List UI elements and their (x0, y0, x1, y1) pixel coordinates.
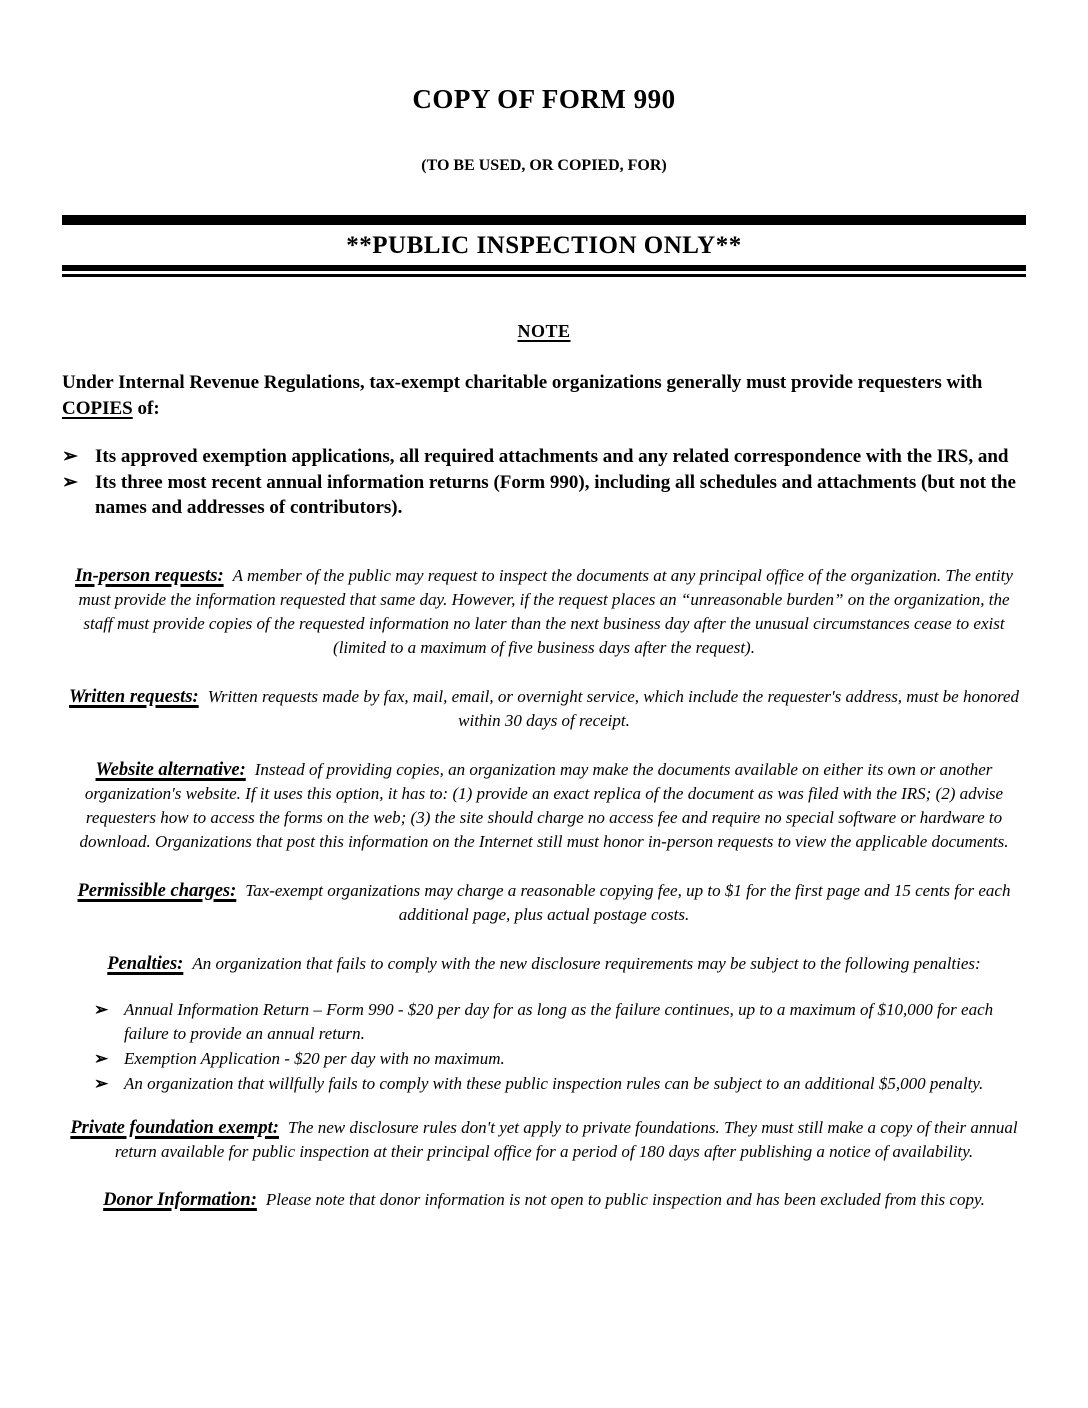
intro-copies-underlined: COPIES (62, 398, 133, 419)
section-heading: Penalties: (107, 954, 184, 974)
banner-top-rule (62, 215, 1026, 225)
section-heading: Donor Information: (103, 1190, 257, 1210)
banner-bottom-rule-thick (62, 265, 1026, 271)
public-inspection-banner (62, 215, 1026, 277)
list-item-text: Annual Information Return – Form 990 - $20 per day for as long as the failure continues, up to a maximum of $10,000 for each failure to provide an annual return. (124, 1000, 994, 1043)
section-website-alternative (62, 758, 1026, 854)
section-donor-information (62, 1188, 1026, 1212)
section-body: Written requests made by fax, mail, email, or overnight service, which include the requester's address, must be honored within 30 days of receipt. (207, 687, 1019, 730)
banner-text: **PUBLIC INSPECTION ONLY** (346, 232, 742, 259)
section-heading: Permissible charges: (77, 881, 237, 901)
section-body: The new disclosure rules don't yet apply to private foundations. They must still make a copy of their annual return available for public inspection at their principal office for a period of 180 days after publishing a notice of availability. (114, 1118, 1018, 1161)
section-body: Tax-exempt organizations may charge a reasonable copying fee, up to $1 for the first page and 15 cents for each additional page, plus actual postage costs. (245, 881, 1011, 924)
arrow-bullet-icon: ➢ (94, 1000, 109, 1019)
penalties-list (94, 998, 1026, 1096)
list-item-text: An organization that willfully fails to comply with these public inspection rules can be subject to an additional $5,000 penalty. (124, 1074, 984, 1093)
list-item (62, 470, 1026, 520)
arrow-bullet-icon: ➢ (62, 446, 78, 467)
page-title: COPY OF FORM 990 (412, 84, 676, 114)
section-body: An organization that fails to comply with the new disclosure requirements may be subject to the following penalties: (192, 954, 981, 973)
section-heading: Private foundation exempt: (70, 1118, 279, 1138)
list-item (94, 998, 1026, 1046)
section-private-foundation-exempt (62, 1116, 1026, 1164)
note-heading: NOTE (517, 321, 571, 341)
intro-paragraph (62, 370, 1026, 422)
page-subtitle: (TO BE USED, OR COPIED, FOR) (421, 157, 667, 174)
list-item (94, 1047, 1026, 1071)
arrow-bullet-icon: ➢ (94, 1049, 109, 1068)
intro-text-before: Under Internal Revenue Regulations, tax-exempt charitable organizations generally must provide requesters with (62, 372, 983, 393)
list-item-text: Its approved exemption applications, all required attachments and any related correspondence with the IRS, and (95, 446, 1009, 467)
list-item-text: Exemption Application - $20 per day with no maximum. (124, 1049, 505, 1068)
section-heading: In-person requests: (75, 566, 224, 586)
section-in-person-requests (62, 564, 1026, 660)
section-penalties (62, 952, 1026, 976)
list-item-text: Its three most recent annual information returns (Form 990), including all schedules and attachments (but not the names and addresses of contributors). (95, 472, 1016, 518)
intro-text-after: of: (132, 398, 160, 419)
section-body: A member of the public may request to inspect the documents at any principal office of the organization. The entity must provide the information requested that same day. However, if the request places an “unreasonable burden” on the organization, the staff must provide copies of the requested information no later than the next business day after the unusual circumstances cease to exist (limited to a maximum of five business days after the request). (78, 566, 1013, 657)
section-heading: Written requests: (69, 687, 199, 707)
section-heading: Website alternative: (95, 760, 246, 780)
list-item (94, 1072, 1026, 1096)
list-item (62, 444, 1026, 469)
section-written-requests (62, 685, 1026, 733)
section-body: Instead of providing copies, an organization may make the documents available on either its own or another organization's website. If it uses this option, it has to: (1) provide an exact replica of the document as was filed with the IRS; (2) advise requesters how to access the forms on the web; (3) the site should charge no access fee and require no special software or hardware to download. Organizations that post this information on the Internet still must honor in-person requests to view the applicable documents. (79, 760, 1009, 851)
section-body: Please note that donor information is not open to public inspection and has been excluded from this copy. (265, 1190, 985, 1209)
arrow-bullet-icon: ➢ (62, 472, 78, 493)
arrow-bullet-icon: ➢ (94, 1074, 109, 1093)
section-permissible-charges (62, 879, 1026, 927)
requirements-list (62, 444, 1026, 520)
banner-bottom-rule-thin (62, 274, 1026, 277)
